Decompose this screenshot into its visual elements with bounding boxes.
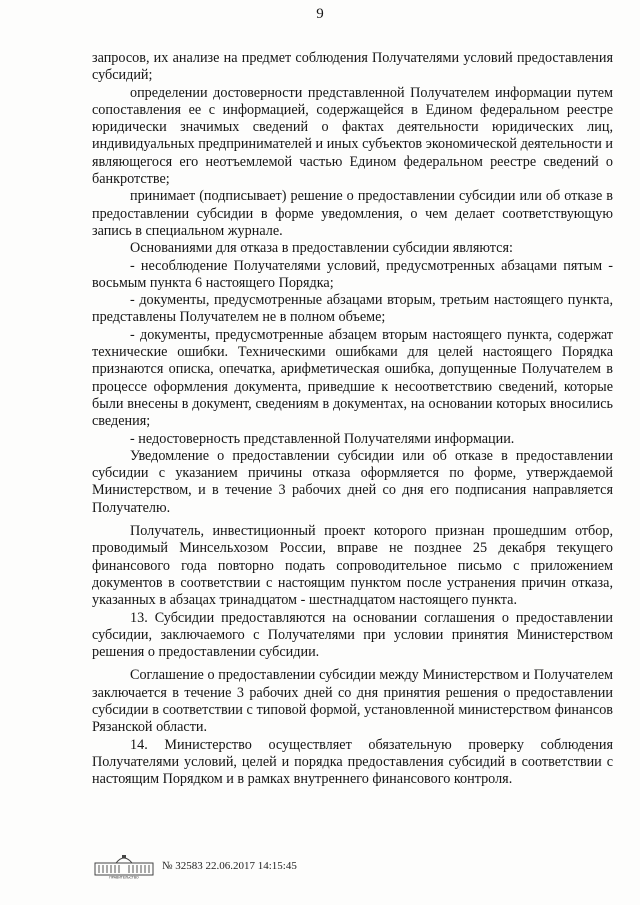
- document-body: [92, 50, 613, 788]
- paragraph: - документы, предусмотренные абзацем вторым настоящего пункта, содержат технические ошибки. Техническими ошибками для целей настоящего Порядка признаются описка, опечатка, арифметическая ошибка, допущенные Получателем в процессе оформления документа, приведшие к несоответствию сведений, которые были внесены в документ, сведениям в документах, на основании которых вносились сведения;: [92, 326, 613, 430]
- paragraph: Соглашение о предоставлении субсидии между Министерством и Получателем заключается в течение 3 рабочих дней со дня принятия решения о предоставлении субсидии в соответствии с типовой формой, установленной министерством финансов Рязанской области.: [92, 667, 613, 736]
- paragraph: - недостоверность представленной Получателями информации.: [130, 430, 515, 447]
- page-number: 9: [316, 6, 324, 22]
- paragraph: Уведомление о предоставлении субсидии или об отказе в предоставлении субсидии с указанием причины отказа оформляется по форме, утверждаемой Министерством, и в течение 3 рабочих дней со дня его подписания направляется Получателю.: [92, 447, 613, 516]
- paragraph: 13. Субсидии предоставляются на основании соглашения о предоставлении субсидии, заключаемого с Получателями при условии принятия Министерством решения о предоставлении субсидии.: [92, 609, 613, 661]
- svg-text:ПРАВИТЕЛЬСТВО: ПРАВИТЕЛЬСТВО: [109, 875, 139, 879]
- paragraph: 14. Министерство осуществляет обязательную проверку соблюдения Получателями условий, целей и порядка предоставления субсидий в соответствии с настоящим Порядком и в рамках внутреннего финансового контроля.: [92, 736, 613, 788]
- government-emblem-icon: [94, 853, 154, 879]
- paragraph: запросов, их анализе на предмет соблюдения Получателями условий предоставления субсидий;: [92, 50, 613, 84]
- paragraph: определении достоверности представленной Получателем информации путем сопоставления ее с информацией, содержащейся в Едином федеральном реестре юридически значимых сведений о фактах деятельности юридических лиц, индивидуальных предпринимателей и иных субъектов экономической деятельности и являющегося его неотъемлемой частью Едином федеральном реестре сведений о банкротстве;: [92, 84, 613, 188]
- paragraph: - документы, предусмотренные абзацами вторым, третьим настоящего пункта, представлены Получателем не в полном объеме;: [92, 292, 613, 326]
- document-registration-mark: № 32583 22.06.2017 14:15:45: [162, 860, 297, 872]
- paragraph: Получатель, инвестиционный проект которого признан прошедшим отбор, проводимый Минсельхозом России, вправе не позднее 25 декабря текущего финансового года повторно подать сопроводительное письмо с приложением документов в соответствии с настоящим пунктом после устранения причин отказа, указанных в абзацах тринадцатом - шестнадцатом настоящего пункта.: [92, 523, 613, 609]
- paragraph: Основаниями для отказа в предоставлении субсидии являются:: [130, 240, 513, 257]
- footer: [94, 851, 454, 881]
- paragraph: принимает (подписывает) решение о предоставлении субсидии или об отказе в предоставлении субсидии в форме уведомления, о чем делает соответствующую запись в специальном журнале.: [92, 188, 613, 239]
- paragraph: - несоблюдение Получателями условий, предусмотренных абзацами пятым - восьмым пункта 6 настоящего Порядка;: [92, 257, 613, 291]
